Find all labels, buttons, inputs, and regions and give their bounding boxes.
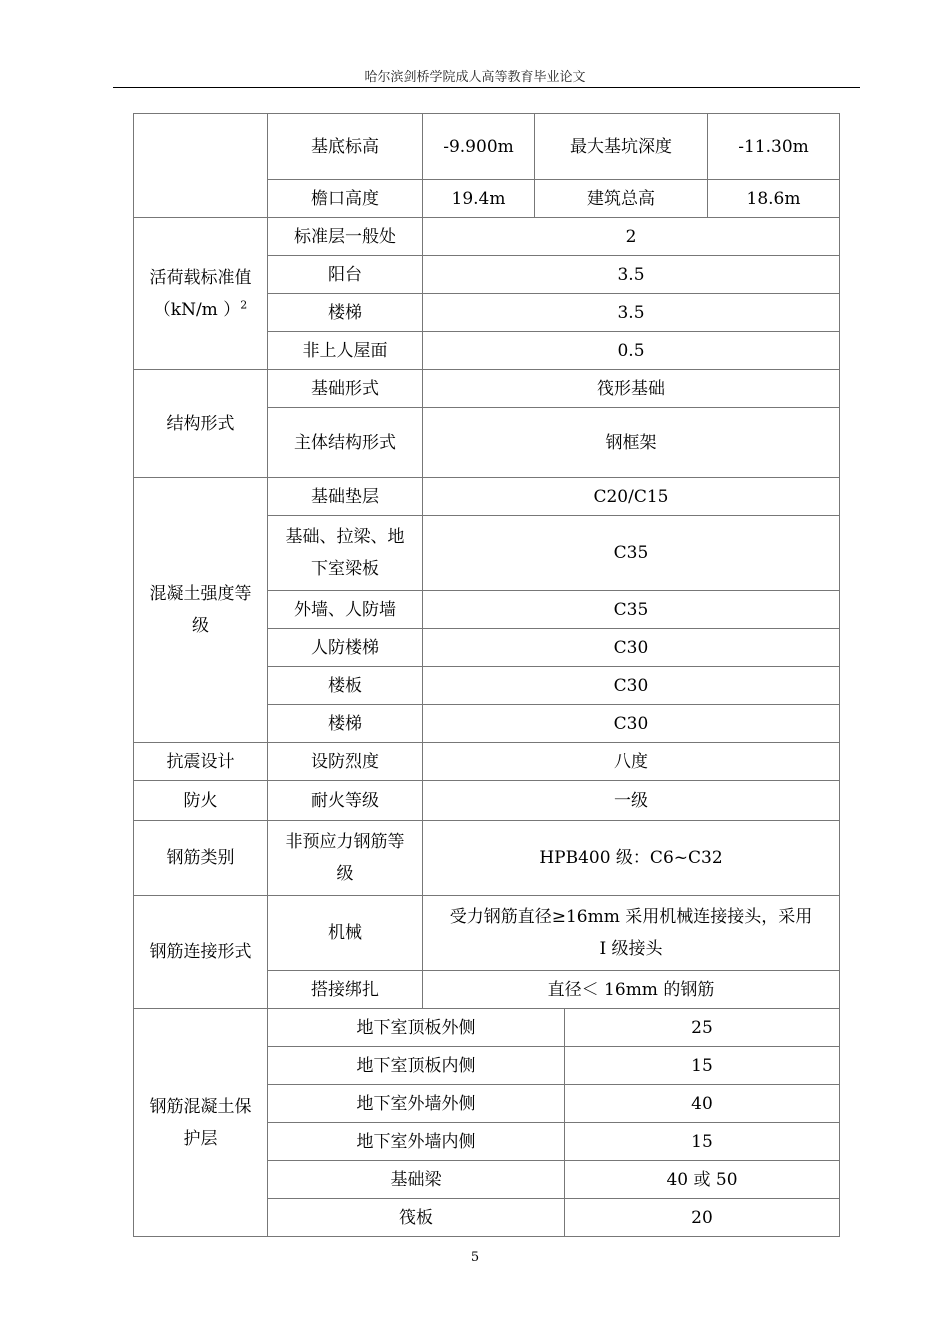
cell-value: 40 — [565, 1085, 840, 1123]
cell-value: 2 — [423, 218, 840, 256]
cell-value: 一级 — [423, 781, 840, 821]
label-line: 级 — [336, 864, 354, 884]
label-line: 下室梁板 — [311, 559, 379, 579]
table-row — [134, 114, 840, 180]
cell-value: 25 — [565, 1009, 840, 1047]
header-rule — [113, 87, 860, 88]
cell-label: 最大基坑深度 — [535, 114, 708, 180]
unit-superscript: 2 — [240, 297, 248, 311]
category-line: 活荷载标准值 — [149, 267, 252, 288]
category-line: 护层 — [183, 1128, 218, 1149]
category-seismic: 抗震设计 — [134, 743, 268, 781]
cell-value: 40 或 50 — [565, 1161, 840, 1199]
table-row — [134, 781, 840, 821]
cell-value: 八度 — [423, 743, 840, 781]
spec-table — [133, 113, 840, 1237]
cell-label: 楼板 — [268, 667, 423, 705]
cell-value: -11.30m — [708, 114, 840, 180]
category-line: 钢筋混凝土保 — [149, 1096, 252, 1117]
cell-label: 主体结构形式 — [268, 408, 423, 478]
cell-label: 外墙、人防墙 — [268, 591, 423, 629]
cell-value: C30 — [423, 667, 840, 705]
category-rebar-connection: 钢筋连接形式 — [134, 896, 268, 1009]
cell-label: 非上人屋面 — [268, 332, 423, 370]
cell-value: 15 — [565, 1123, 840, 1161]
category-concrete — [134, 478, 268, 743]
value-line: 受力钢筋直径≥16mm 采用机械连接接头，采用 — [449, 907, 813, 927]
cell-label: 搭接绑扎 — [268, 971, 423, 1009]
cell-value: C35 — [423, 516, 840, 591]
cell-label: 标准层一般处 — [268, 218, 423, 256]
cell-label: 地下室顶板外侧 — [268, 1009, 565, 1047]
page-number: 5 — [470, 1250, 480, 1265]
cell-label: 人防楼梯 — [268, 629, 423, 667]
cell-value: C20/C15 — [423, 478, 840, 516]
value-line: I 级接头 — [599, 939, 663, 959]
page-header: 哈尔滨剑桥学院成人高等教育毕业论文 — [364, 70, 586, 85]
category-line — [138, 294, 263, 326]
cell-value: C30 — [423, 629, 840, 667]
table-row — [134, 478, 840, 516]
cell-value: 钢框架 — [423, 408, 840, 478]
cell-label: 基础梁 — [268, 1161, 565, 1199]
cell-value: 18.6m — [708, 180, 840, 218]
category-rebar-type: 钢筋类别 — [134, 821, 268, 896]
cell-label: 阳台 — [268, 256, 423, 294]
cell-label: 基础垫层 — [268, 478, 423, 516]
cell-value: 直径＜ 16mm 的钢筋 — [423, 971, 840, 1009]
cell-label: 地下室顶板内侧 — [268, 1047, 565, 1085]
table-row — [134, 821, 840, 896]
cell-label: 筏板 — [268, 1199, 565, 1237]
cell-value: 19.4m — [423, 180, 535, 218]
table-row — [134, 370, 840, 408]
cell-value: C35 — [423, 591, 840, 629]
category-line: 混凝土强度等 — [149, 584, 252, 604]
cell-label: 楼梯 — [268, 705, 423, 743]
table-row — [134, 1009, 840, 1047]
cell-value: 3.5 — [423, 294, 840, 332]
category-live-load — [134, 218, 268, 370]
cell-value — [423, 896, 840, 971]
unit-text: （kN/m ） — [153, 299, 241, 320]
cell-label — [268, 821, 423, 896]
cell-value: 15 — [565, 1047, 840, 1085]
label-line: 基础、拉梁、地 — [285, 527, 405, 547]
cell-label: 檐口高度 — [268, 180, 423, 218]
cell-label: 地下室外墙内侧 — [268, 1123, 565, 1161]
cell-value: 0.5 — [423, 332, 840, 370]
category-structure: 结构形式 — [134, 370, 268, 478]
cell-value: 筏形基础 — [423, 370, 840, 408]
category-line: 级 — [192, 616, 209, 636]
cell-label: 机械 — [268, 896, 423, 971]
cell-label — [268, 516, 423, 591]
category-fire: 防火 — [134, 781, 268, 821]
cell-value: 3.5 — [423, 256, 840, 294]
table-row — [134, 896, 840, 971]
cell-label: 设防烈度 — [268, 743, 423, 781]
cell-label: 耐火等级 — [268, 781, 423, 821]
cell-label: 基底标高 — [268, 114, 423, 180]
cell-value: -9.900m — [423, 114, 535, 180]
cell-label: 基础形式 — [268, 370, 423, 408]
cell-label: 建筑总高 — [535, 180, 708, 218]
category-concrete-cover — [134, 1009, 268, 1237]
cell-label: 楼梯 — [268, 294, 423, 332]
cell-value: HPB400 级：C6~C32 — [423, 821, 840, 896]
cell-label: 地下室外墙外侧 — [268, 1085, 565, 1123]
label-line: 非预应力钢筋等 — [285, 832, 405, 852]
table-row — [134, 218, 840, 256]
blank-category-cell — [134, 114, 268, 218]
cell-value: C30 — [423, 705, 840, 743]
cell-value: 20 — [565, 1199, 840, 1237]
table-row — [134, 743, 840, 781]
